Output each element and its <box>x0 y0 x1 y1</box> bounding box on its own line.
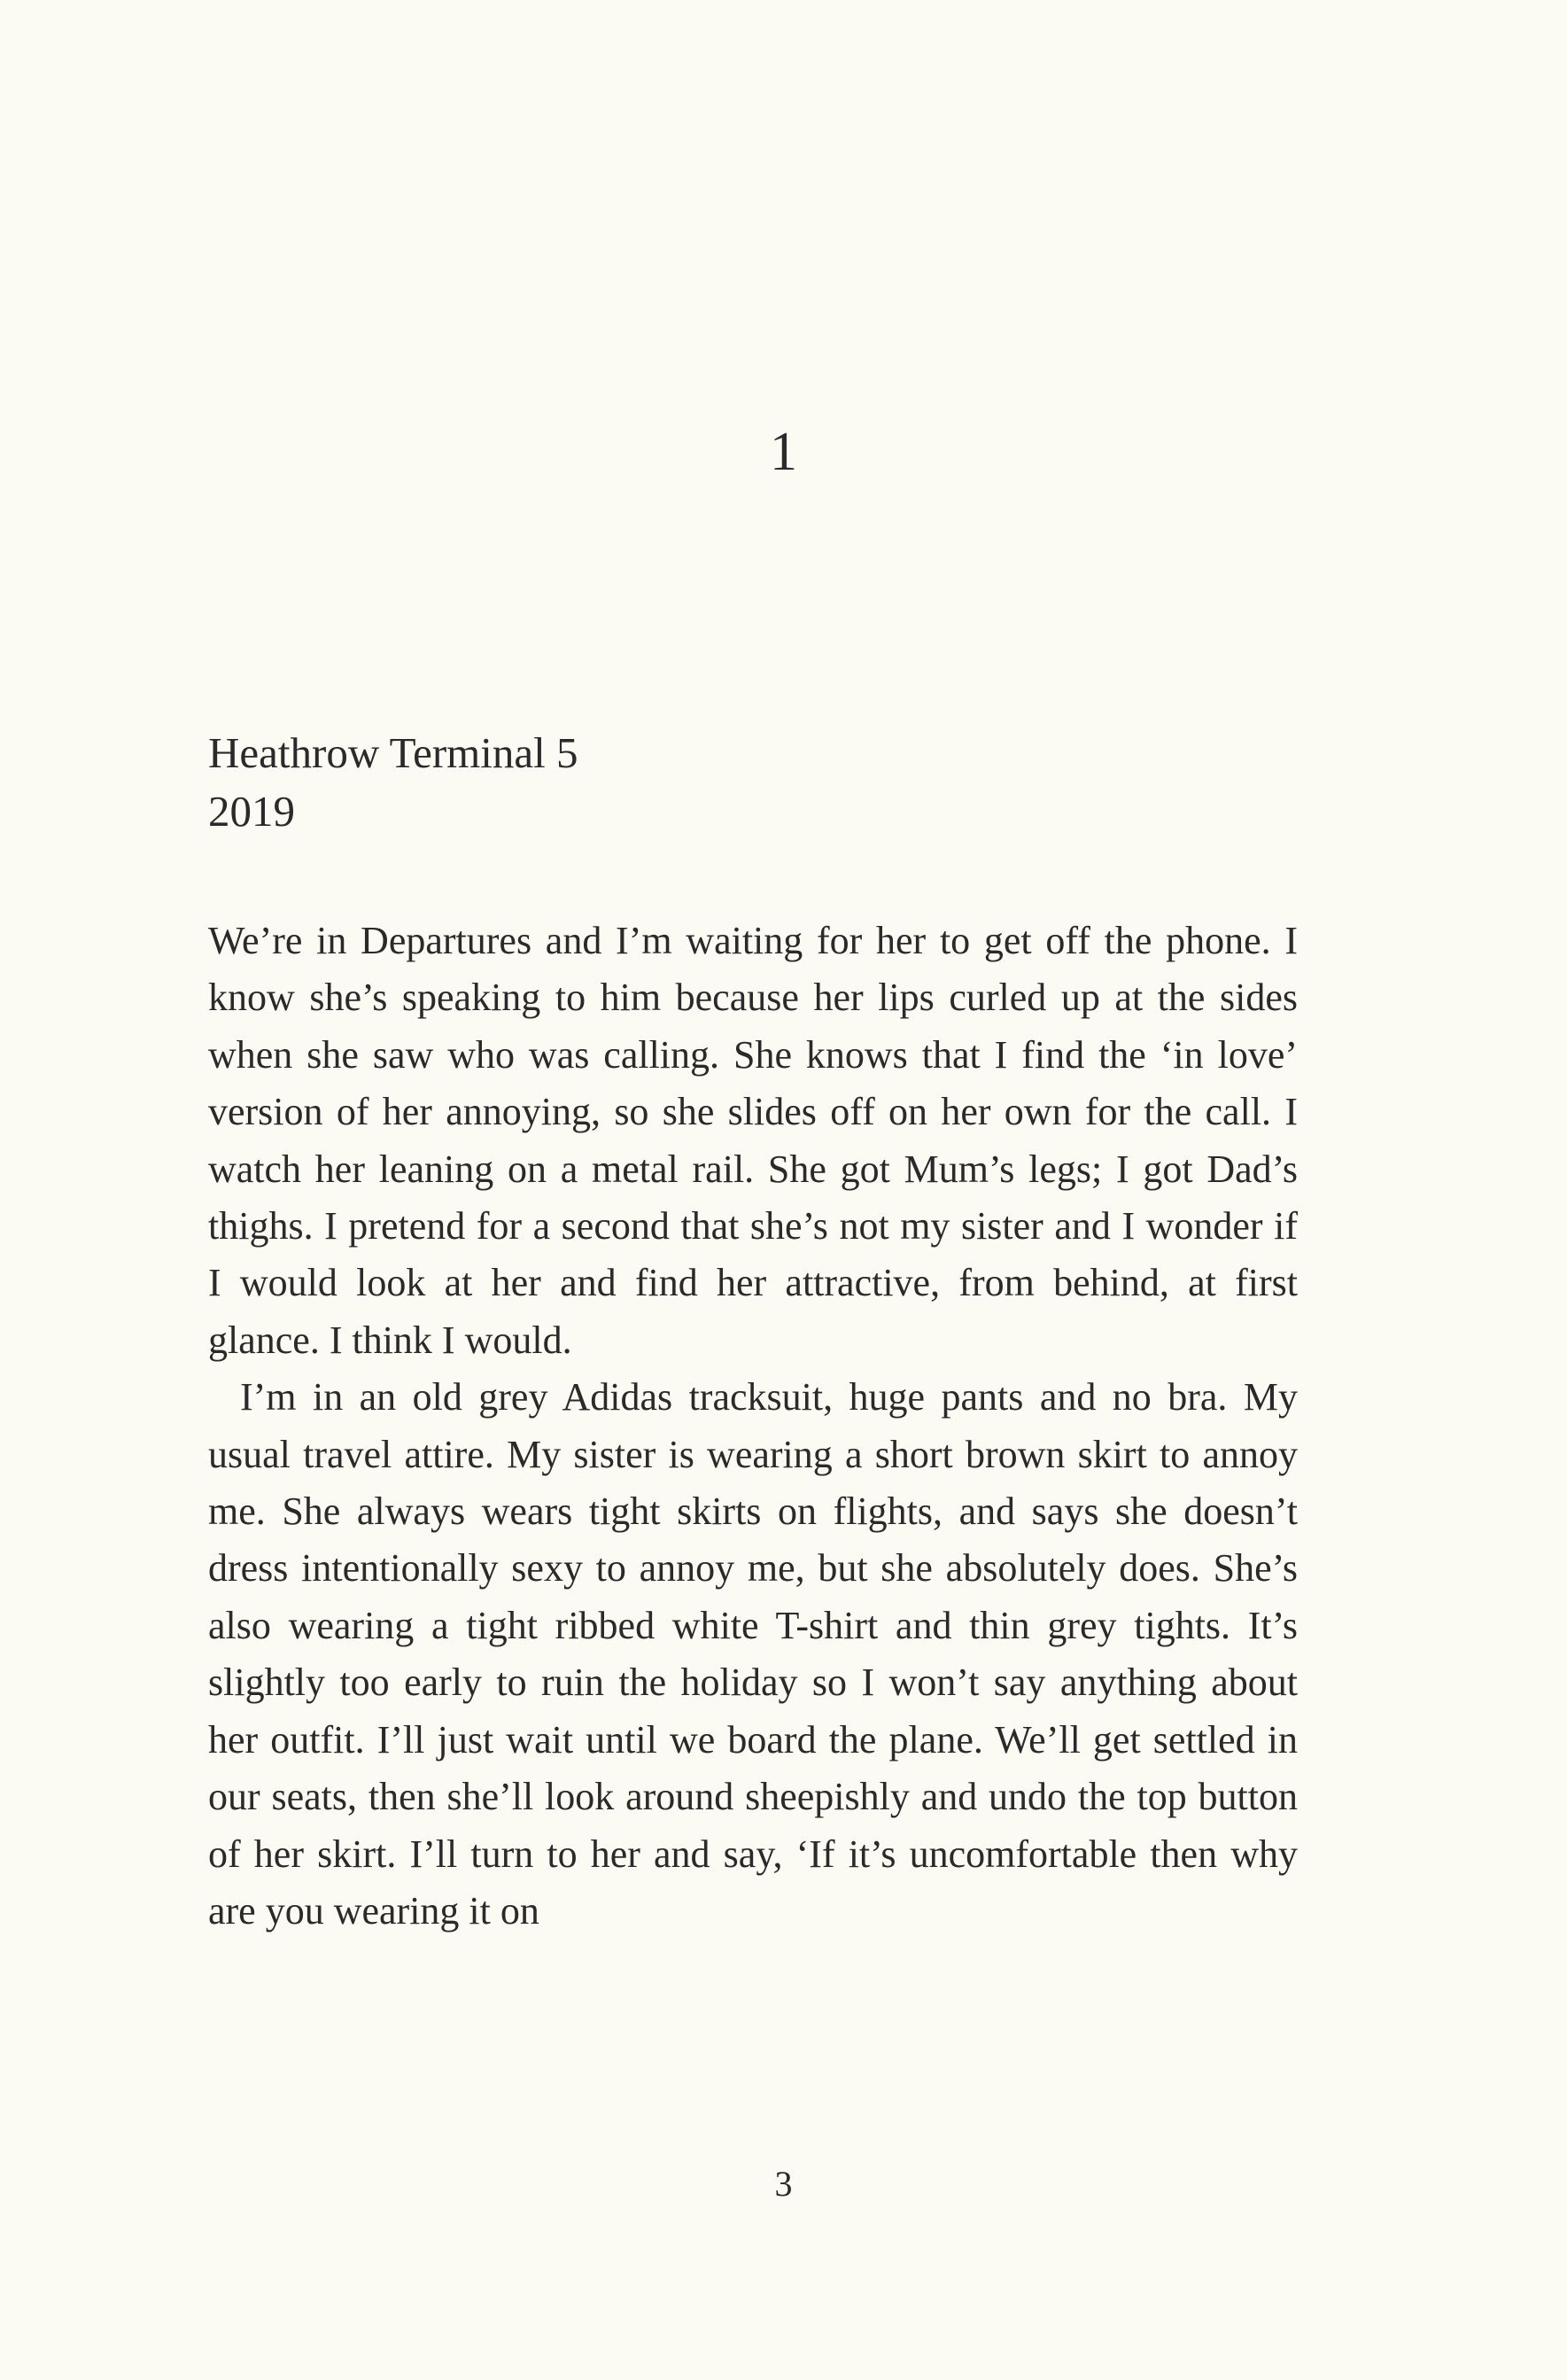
page-number: 3 <box>774 2164 793 2204</box>
heading-place: Heathrow Terminal 5 <box>208 728 578 777</box>
body-text <box>208 913 1298 1940</box>
chapter-number: 1 <box>770 422 797 482</box>
chapter-heading <box>208 724 578 841</box>
paragraph-1: We’re in Departures and I’m waiting for her to get off the phone. I know she’s speaking to him because her lips curled up at the sides when she saw who was calling. She knows that I find the ‘in love’ version of her annoying, so she slides off on her own for the call. I watch her leaning on a metal rail. She got Mum’s legs; I got Dad’s thighs. I pretend for a second that she’s not my sister and I wonder if I would look at her and find her attractive, from behind, at first glance. I think I would. <box>208 919 1298 1362</box>
paragraph-2: I’m in an old grey Adidas tracksuit, huge pants and no bra. My usual travel attire. My sister is wearing a short brown skirt to annoy me. She always wears tight skirts on flights, and says she doesn’t dress intentionally sexy to annoy me, but she absolutely does. She’s also wearing a tight ribbed white T-shirt and thin grey tights. It’s slightly too early to ruin the holiday so I won’t say anything about her outfit. I’ll just wait until we board the plane. We’ll get settled in our seats, then she’ll look around sheepishly and undo the top button of her skirt. I’ll turn to her and say, ‘If it’s uncomfortable then why are you wearing it on <box>208 1375 1298 1933</box>
heading-year: 2019 <box>208 787 295 836</box>
